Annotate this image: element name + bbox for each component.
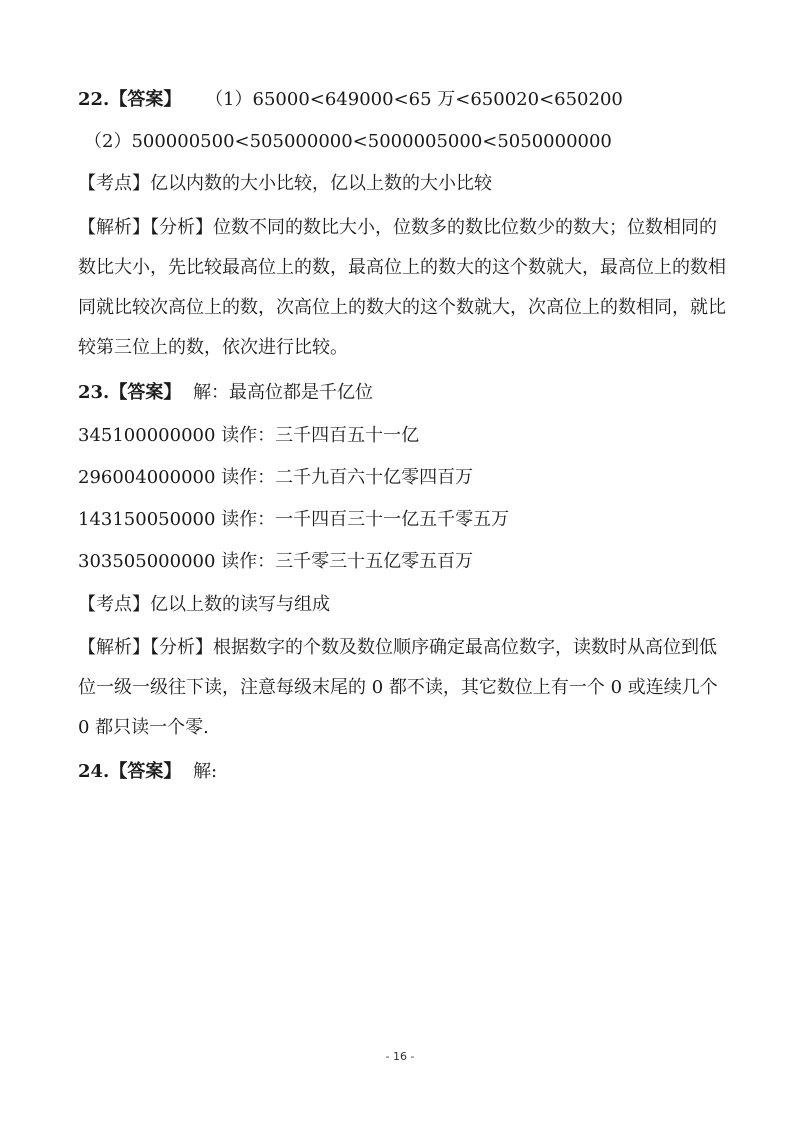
q23-reading-row-4: 303505000000 读作：三千零三十五亿零五百万: [78, 551, 474, 572]
q23-reading-row-1: 345100000000 读作：三千四百五十一亿: [78, 425, 420, 446]
q22-answer-line: [78, 88, 728, 112]
q23-kaodian: 【考点】亿以上数的读写与组成: [78, 594, 330, 615]
q22-kaodian: 【考点】亿以内数的大小比较，亿以上数的大小比较: [78, 173, 492, 194]
q23-reading-row-3: 143150050000 读作：一千四百三十一亿五千零五万: [78, 509, 510, 530]
q23-answer-line: [78, 381, 728, 405]
q22-answer-part1: （1）65000<649000<65 万<650020<650200: [205, 89, 623, 110]
q24-answer-line: [78, 760, 728, 784]
page-number: - 16 -: [385, 1050, 415, 1063]
q24-answer-label: 24.【答案】: [78, 761, 182, 782]
q24-answer-intro: 解:: [193, 761, 218, 782]
q23-jiexi: 【解析】【分析】根据数字的个数及数位顺序确定最高位数字，读数时从高位到低位一级一级往下读，注意每级末尾的 0 都不读，其它数位上有一个 0 或连续几个 0 都只读一个零.: [78, 637, 718, 738]
q22-answer-label: 22.【答案】: [78, 89, 182, 110]
q23-reading-row-2: 296004000000 读作：二千九百六十亿零四百万: [78, 467, 474, 488]
q23-answer-intro: 解：最高位都是千亿位: [193, 382, 374, 403]
q23-answer-label: 23.【答案】: [78, 382, 182, 403]
q22-answer-part2: （2）500000500<505000000<5000005000<5050000000: [84, 131, 612, 152]
q22-jiexi: 【解析】【分析】位数不同的数比大小，位数多的数比位数少的数大；位数相同的数比大小，先比较最高位上的数，最高位上的数大的这个数就大，最高位上的数相同就比较次高位上的数，次高位上的数大的这个数就大，次高位上的数相同，就比较第三位上的数，依次进行比较。: [78, 217, 726, 358]
